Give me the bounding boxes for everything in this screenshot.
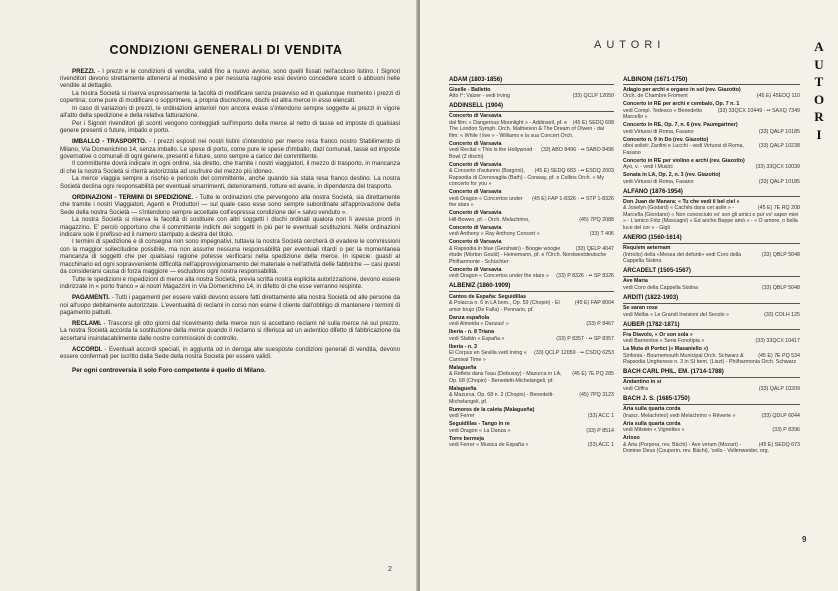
work-title: Don Juan de Manara: « Tu che vedi il bel ciel » [623, 198, 740, 205]
terms-paragraph [60, 138, 400, 160]
catalog-entry [449, 239, 614, 265]
section-heading: ORDINAZIONI - TERMINI DI SPEDIZIONE. [72, 193, 194, 201]
catalog-number: (45 E) SEDQ 683 · •• ESDQ 2003 [534, 168, 614, 175]
work-detail-text: vedi Ferrer « Musica de España » [449, 442, 529, 449]
catalog-entry [449, 141, 614, 161]
catalog-number: (45) 7PQ 3123 [579, 392, 614, 399]
work-title: Concerto di Varsavia [449, 189, 502, 196]
catalog-number: (33) QALP 10185 [758, 178, 800, 185]
section-heading: PAGAMENTI. [72, 294, 110, 302]
composer-heading: ALBINONI (1671-1750) [623, 75, 688, 83]
section-heading: IMBALLO - TRASPORTO. [72, 138, 147, 146]
catalog-entry [623, 245, 800, 265]
composer-rule [623, 303, 800, 304]
catalog-entry [623, 199, 800, 232]
catalog-number: (33) 33QCX 10449 · •• SAXQ 7349 [717, 107, 800, 114]
catalog-number: (45 E) 7E PQ 534 [758, 352, 800, 359]
catalog-number: (45 E) 7E RQ 208 [757, 205, 800, 212]
work-detail-text: vedi Coro della Cappella Sistina [623, 284, 699, 291]
work-title: Concerto in RE per archi e cembalo, Op. 7 n. 1 [623, 101, 740, 108]
composer-rule [623, 243, 800, 244]
catalog-entry [623, 158, 800, 171]
paragraph-text: La nostra Società si riserva espressamente la facoltà di modificare senza preavviso ed in qualunque momento i prezzi di copertina; come pure di modificare o sopprimere, a propria discrezione, dischi ed altra merce in esso elencati. [60, 89, 400, 105]
catalog-number: (45 E) 7E PQ 285 [572, 371, 614, 378]
paragraph-text: In caso di variazioni di prezzi, le ordinazioni anteriori non ancora evase s'intendono sempre soggette ai prezzi in vigore all'atto della spedizione e della relativa fatturazione. [60, 104, 400, 120]
catalog-entry [449, 113, 614, 139]
work-detail-text: & Joselyn (Godard) « Cachés dans cet asile » - Marcella (Giordano) « Non conosciuto vo' son gli amici e pur vo' sapor miei » - L'amico Fritz (Mascagni) « Ed anche Beppe amò » - « O amore, o bella luce del cor » - Gigli [623, 205, 799, 231]
catalog-number: (33) ABO 8496 · •• SABO 8496 [541, 147, 614, 154]
catalog-number: (33) P 8357 · •• SP 8357 [556, 335, 614, 342]
composer-heading: ANERIO (1560-1614) [623, 233, 682, 241]
catalog-number: (33) QBLP 5048 [761, 251, 800, 258]
work-detail [449, 231, 614, 238]
work-detail-text: vedi Dragon « Concertos under the stars » [449, 195, 523, 209]
composer-rule [449, 111, 614, 112]
work-detail-text: vedi Milstein « Vignettes » [623, 427, 685, 434]
work-detail-text: vedi Virtuosi di Roma, Fasano [623, 178, 694, 185]
catalog-number: (33) COLH 125 [764, 311, 800, 318]
work-detail [623, 386, 800, 393]
work-detail-text: El Corpus en Sevilla vedi Irving « Carnival Time » [449, 350, 527, 363]
catalog-number: (45 E) FAP 8004 [574, 300, 614, 307]
thumb-letter: O [813, 91, 825, 107]
catalog-entry [449, 386, 614, 406]
terms-paragraph [60, 120, 400, 135]
work-title: Aria sulla quarta corda [623, 406, 681, 413]
work-detail-text: vedi Almeida « Danzas! » [449, 321, 509, 328]
work-detail [449, 120, 614, 140]
composer-heading: ARDITI (1822-1903) [623, 293, 679, 301]
work-detail-text: vedi Anthony « Ray Anthony Concert » [449, 231, 540, 238]
work-detail [623, 108, 800, 121]
work-detail-text: vedi Virtuosi di Roma, Fasano [623, 128, 694, 135]
work-detail-text: Ayo, v. - vedi I Musici [623, 164, 673, 171]
terms-paragraph [60, 346, 400, 361]
work-detail [623, 179, 800, 186]
catalog-number: (33) QCLP 12059 · •• CSDQ 6253 [534, 350, 614, 357]
terms-paragraph [60, 194, 400, 216]
work-detail-text: vedi Barrientos « Serie Fonotipia » [623, 338, 705, 345]
work-detail [623, 252, 800, 265]
terms-paragraph [60, 175, 400, 190]
catalog-number: (45 E) 45EDQ 110 [756, 93, 800, 100]
catalog-number: (33) 33QCX 10039 [755, 164, 800, 171]
work-title: Concerto di Varsavia [449, 239, 502, 246]
work-detail [623, 338, 800, 345]
work-detail [449, 93, 614, 100]
catalog-entry [623, 435, 800, 455]
work-detail-text: & Rapsodia in blue (Gershwin) - Boogie woogie étude (Morton Gould) - Heinemann, pf. e l'Orch. Nordwestdeutsche Philharmonie - Schüchter [449, 245, 607, 265]
work-detail-text: Hill-Bowen, pf. - Orch. Melachrino, [449, 216, 530, 223]
work-title: Concerto di Varsavia [449, 113, 502, 120]
paragraph-text: Il committente dovrà indicare in ogni ordine, sia diretto, che tramite i nostri viaggiatori, il mezzo di trasporto, in mancanza di che la nostra Società si riterrà autorizzata ad usufruire del mezzo più idoneo. [60, 160, 400, 175]
composer-heading: ADDINSELL (1904) [449, 102, 504, 110]
work-title: Andantino in si [623, 379, 662, 386]
work-title: Sonata in LA, Op. 2, n. 3 (rev. Giazotto) [623, 172, 721, 179]
catalog-entry [449, 189, 614, 209]
terms-body [60, 64, 400, 374]
work-detail [623, 93, 800, 100]
catalog-entry [623, 101, 800, 121]
catalog-entry [623, 278, 800, 291]
work-title: Concerto in RE per violino e archi (rev. Giazotto) [623, 157, 745, 164]
catalog-number: (33) ACC 1 [587, 413, 614, 420]
catalog-number: (33) T 406 [589, 231, 614, 238]
work-detail-text: vedi Compl. Tedesco « Benedetto Marcello » [623, 107, 703, 121]
work-detail-text: vedi Slatkin « España » [449, 335, 505, 342]
terms-paragraph [60, 105, 400, 120]
work-detail [623, 312, 800, 319]
work-detail-text: & Mazurca, Op. 68 n. 2 (Chopin) - Benedetti-Michelangeli, pf. [449, 392, 555, 405]
composer-rule [623, 196, 800, 197]
paragraph-text: Per i Signori rivenditori gli sconti vengono conteggiati sull'importo della merce al netto di tasse ed imposte di qualsiasi genere presenti o future, imballo e porto. [60, 119, 400, 135]
work-detail-text: vedi Dragon « Concertos under the stars » [449, 273, 549, 280]
work-title: Concerto di Varsavia [449, 161, 502, 168]
catalog-column-1 [449, 73, 614, 449]
composer-rule [623, 276, 800, 277]
work-detail-text: & Polacca n. 6 in LA bem., Op. 53 (Chopin) - El amor brujo (De Falla) - Pennario, pf. [449, 300, 560, 313]
thumb-letter: R [814, 109, 824, 124]
work-title: Fra Diavolo, « Or son sola » [623, 331, 693, 338]
terms-paragraph [60, 276, 400, 291]
paragraph-text: - Tutte le ordinazioni che pervengono alla nostra Società, sia direttamente che tramite i nostri Viaggiatori, Agenti e Produttori — sul quale caso esse sono sempre subordinate all'approvazione della Sede della nostra Società — s'intendono sempre accettate coll'espressa condizione del « salvo venduto ». [60, 193, 401, 216]
composer-rule [449, 291, 614, 292]
catalog-number: (33) QALP 10209 [758, 385, 800, 392]
catalog-entry [623, 406, 800, 419]
catalog-entry [449, 407, 614, 420]
work-detail [449, 273, 614, 280]
work-detail-text: oboi solisti: Zanfini e Lucchi - vedi Virtuosi di Roma, Fasano [623, 143, 744, 156]
paragraph-text: Tutte le spedizioni e rispedizioni di merce alla nostra Società, previa scritta nostra esplicita autorizzazione, devono essere indirizzate in « porto franco » ai nostri Magazzini in Via Domenichino 14, in difetto di che esse verranno respinte. [60, 275, 400, 291]
work-title: Arioso [623, 435, 640, 442]
work-title: Malagueña [449, 364, 477, 371]
terms-paragraph [60, 90, 400, 105]
paragraph-text: La merce viaggia sempre a rischio e pericolo del committente, anche quando sia stata resa franco destino. La nostra Società declina ogni responsabilità per eventuali smarrimenti, deterioramenti, rotture ed avarie, in dipendenza del trasporto. [60, 175, 400, 190]
work-detail-text: & Reflets dans l'eau (Debussy) - Mazurca in LA, Op. 68 (Chopin) - Benedetti-Michelangeli, pf. [449, 371, 562, 384]
catalog-entry [623, 379, 800, 392]
catalog-entry [623, 122, 800, 135]
work-detail-text: vedi Ciiffra [623, 385, 648, 392]
page-number-left: 2 [388, 566, 392, 573]
catalog-number: (33) QDLP 6044 [761, 412, 800, 419]
paragraph-text: La nostra Società si riserva la facoltà di sostituire con altri soggetti i dischi ordinati qualora non li avesse pronti in magazzino. E' perciò opportuno che il committente indichi dei soggetti in più per le eventuali sostituzioni. Nelle ordinazioni indicare sole il prefisso ed il numero stampato a destra del titolo. [60, 216, 400, 239]
work-detail [449, 147, 614, 160]
work-detail [449, 196, 614, 209]
work-detail [449, 246, 614, 266]
paragraph-text: - I prezzi esposti nei nostri listini s'intendono per merce resa franco nostro Stabilimento di Milano, Via Domenichino 14, senza imballo. Le spese di porto, come pure le spese d'imballo, dazi comunali, tasse ed imposte governative o comunali di ogni genere, presenti e future, sono sempre a carico del committente. [60, 138, 400, 160]
composer-heading: BACH J. S. (1685-1750) [623, 394, 690, 402]
page-number-right: 9 [802, 535, 807, 544]
catalog-number: (45 E) FAP 1-8326 · •• STP 1-8326 [532, 195, 614, 202]
work-detail-text: vedi Dragon « La Danza » [449, 427, 511, 434]
paragraph-text: - I prezzi e le condizioni di vendita, validi fino a nuovo avviso, sono quelli fissati nell'accluso listino. I Signori rivenditori devono strettamente attenersi al medesimo e per nessuna ragione essi devono concedere sconti o abbuoni nelle vendite al dettaglio. [60, 67, 400, 90]
catalog-number: (45 E) SEDQ 673 [758, 441, 800, 448]
catalog-column-2 [623, 73, 800, 455]
catalog-number: (33) 33QCX 10417 [755, 338, 800, 345]
work-title: Danza española [449, 314, 490, 321]
catalog-entry [623, 87, 800, 100]
paragraph-text: - Eventuali accordi speciali, in aggiunta od in deroga alle suesposte condizioni generali di vendita, devono essere confermati per iscritto dalla Sede della nostra Società per essere validi. [60, 345, 400, 361]
catalog-number: (33) P 8467 [586, 321, 614, 328]
catalog-entry [449, 315, 614, 328]
work-detail [449, 371, 614, 384]
section-heading: ACCORDI. [72, 345, 103, 353]
terms-paragraph [60, 68, 400, 90]
terms-paragraph [60, 216, 400, 238]
work-title: La Muta di Portici (« Masaniello ») [623, 346, 709, 353]
terms-paragraph [60, 320, 400, 342]
terms-paragraph [60, 238, 400, 275]
catalog-entry [449, 294, 614, 314]
work-detail [449, 413, 614, 420]
work-detail [449, 428, 614, 435]
work-detail [623, 205, 800, 231]
composer-rule [623, 84, 800, 85]
work-detail [449, 336, 614, 343]
composer-rule [623, 377, 800, 378]
work-title: Requiem aeternam [623, 245, 671, 252]
thumb-index-letters [808, 38, 830, 143]
work-detail [623, 427, 800, 434]
composer-rule [623, 329, 800, 330]
composer-rule [449, 84, 614, 85]
authors-header: AUTORI [594, 39, 666, 51]
catalog-entry [623, 332, 800, 345]
catalog-number: (33) ACC 1 [587, 442, 614, 449]
thumb-letter: U [814, 56, 824, 72]
work-title: Giselle - Balletto [449, 86, 491, 93]
work-detail [449, 217, 614, 224]
work-detail [623, 442, 800, 455]
work-detail [449, 442, 614, 449]
catalog-entry [449, 344, 614, 364]
work-title: Iberia - n. 8 Triana [449, 329, 495, 336]
work-detail-text: Sinfonia - Bournemouth Municipal Orch. Schwarz & Rapsodia Ungherese n. 3 in SI bem. (Liszt) - Philharmonia Orch. Schwarz [623, 352, 797, 366]
work-title: Malagueña [449, 385, 477, 392]
work-detail-text: & Aria (Porpora, rev. Bächi) - Ave verum (Mozart) - Domine Deus (Couperin, rev. Bächi), 'cello - Vollenweider, org. [623, 441, 770, 455]
work-title: Se saran rose [623, 305, 658, 312]
work-title: Concerto n. 9 in Do (rev. Giazotto) [623, 136, 709, 143]
left-page [0, 0, 418, 591]
catalog-entry [449, 267, 614, 280]
work-detail-text: vedi Ferrer [449, 413, 475, 420]
work-title: Concerto di Varsavia [449, 266, 502, 273]
paragraph-text: I termini di spedizione e di consegna non sono impegnativi, tuttavia la nostra Società cercherà di evadere le commissioni con la maggior sollecitudine possibile, ma non assume nessuna responsabilità per eventuali ritardi o per la momentanea mancanza di soggetti che per qualsiasi ragione potesse verificarsi nella spedizione della merce. In ispecie: guasti al macchinario ed ogni sopravveniente difficoltà nell'approvvigionamento del materiale e nell'attività delle fabbriche — casi questi da considerarsi causa di forza maggiore — escludono ogni nostra responsabilità. [60, 238, 400, 276]
catalog-entry [623, 346, 800, 366]
work-title: Concerto di Varsavia [449, 224, 502, 231]
work-title: Iberia - n. 3 [449, 343, 477, 350]
work-title: Torre bermeja [449, 435, 484, 442]
composer-heading: AUBER (1782-1871) [623, 320, 680, 328]
work-detail-text: dal film: « Dangerous Moonlight » - Addinsell, pf. e The London Symph. Orch. Mathieson & The Dream of Olwen - dal film: « While I live » - Williams e la sua Concert Orch. [449, 119, 605, 139]
work-title: Adagio per archi e organo in sol (rev. Giazotto) [623, 86, 741, 93]
composer-heading: ADAM (1803-1856) [449, 75, 503, 83]
work-detail [623, 143, 800, 156]
paragraph-text: - Tutti i pagamenti per essere validi devono essere fatti direttamente alla nostra Società od alle persone da noi all'uopo debitamente autorizzate. L'eventualità di reclami in corso non esime il cliente dall'obbligo di mantenere i termini di pagamento pattuiti. [60, 294, 400, 317]
work-title: Ave Maria [623, 278, 648, 285]
work-detail [623, 353, 800, 366]
work-detail [449, 168, 614, 188]
catalog-number: (33) QELP 4047 [575, 245, 614, 252]
work-detail [449, 350, 614, 363]
work-title: Seguidillas - Tango in re [449, 421, 510, 428]
work-detail-text: Atto I°; Valzer - vedi Irving [449, 93, 510, 100]
work-title: Cantos de España: Seguidillas [449, 293, 527, 300]
catalog-entry [623, 421, 800, 434]
catalog-entry [449, 210, 614, 223]
work-detail [623, 285, 800, 292]
catalog-number: (33) QCLP 12050 [572, 93, 614, 100]
work-title: Concerto di Varsavia [449, 140, 502, 147]
work-detail-text: vedi Melba « Le Grandi Invisioni del Secolo » [623, 311, 729, 318]
catalog-entry [449, 436, 614, 449]
page-title: CONDIZIONI GENERALI DI VENDITA [109, 43, 343, 57]
thumb-letter: I [816, 126, 822, 142]
work-detail [449, 321, 614, 328]
catalog-entry [449, 225, 614, 238]
work-detail [623, 129, 800, 136]
work-detail [449, 392, 614, 405]
catalog-number: (33) QBLP 5048 [761, 284, 800, 291]
catalog-entry [449, 365, 614, 385]
catalog-number: (45) 7PQ 2088 [579, 216, 614, 223]
composer-heading: BACH CARL PHIL. EM. (1714-1788) [623, 368, 724, 376]
composer-heading: ALFANO (1876-1954) [623, 187, 683, 195]
composer-heading: ARCADELT (1505-1567) [623, 267, 691, 275]
work-detail [623, 164, 800, 171]
catalog-number: (33) P 8396 [772, 427, 800, 434]
work-detail-text: (Introito) della «Messa dei defunti» vedi Coro della Cappella Sistina [623, 251, 742, 265]
work-title: Aria sulla quarta corda [623, 420, 681, 427]
catalog-entry [449, 162, 614, 188]
catalog-number: (33) QALP 10185 [758, 128, 800, 135]
section-heading: PREZZI. [72, 67, 96, 75]
catalog-number: (33) P 8514 [586, 427, 614, 434]
catalog-number: (33) P 8326 · •• SP 8326 [556, 273, 614, 280]
work-title: Rumores de la caleta (Malagueña) [449, 406, 535, 413]
terms-paragraph [60, 160, 400, 175]
thumb-letter: T [814, 74, 824, 89]
jurisdiction-note: Per ogni controversia il solo Foro competente è quello di Milano. [72, 366, 266, 374]
catalog-entry [449, 87, 614, 100]
composer-heading: ALBENIZ (1860-1909) [449, 282, 511, 290]
paragraph-text: - Trascorsi gli otto giorni dal ricevimento della merce non si accettano reclami né sulla merce né sul prezzo. La nostra Società accorda la sostituzione della merce quando il reclamo si riferisca ad un autentico difetto di fabbricazione da accertarsi insindacabilmente dalle nostre commissioni di controllo. [60, 320, 401, 342]
work-detail-text: (trascr. Melachrino) vedi Melachrino « Rêverie » [623, 412, 736, 419]
catalog-entry [623, 305, 800, 318]
section-heading: RECLAMI. [72, 320, 102, 327]
catalog-entry [623, 172, 800, 185]
work-detail-text: & Concerto d'autunno (Bargoni), Rapsodia di Cornovaglia (Bath) - Conway, pf. e Collins Orch. « My concerto for you » [449, 168, 605, 188]
work-title: Concerto in RE, Op. 7, n. 6 (rev. Paumgartner) [623, 122, 738, 129]
thumb-letter: A [814, 39, 824, 54]
catalog-number: (33) QALP 10238 [758, 143, 800, 150]
work-detail-text: Orch. de Chambre Froment [623, 93, 688, 100]
work-detail-text: vedi Recital « This is the Hollywood Bowl (2 dischi) [449, 147, 533, 160]
catalog-entry [449, 421, 614, 434]
catalog-entry [449, 329, 614, 342]
composer-rule [623, 404, 800, 405]
work-title: Concerto di Varsavia [449, 210, 502, 217]
catalog-number: (45 E) SEDQ 608 [572, 119, 614, 126]
catalog-entry [623, 137, 800, 157]
work-detail [623, 413, 800, 420]
terms-paragraph [60, 294, 400, 316]
work-detail [449, 300, 614, 313]
